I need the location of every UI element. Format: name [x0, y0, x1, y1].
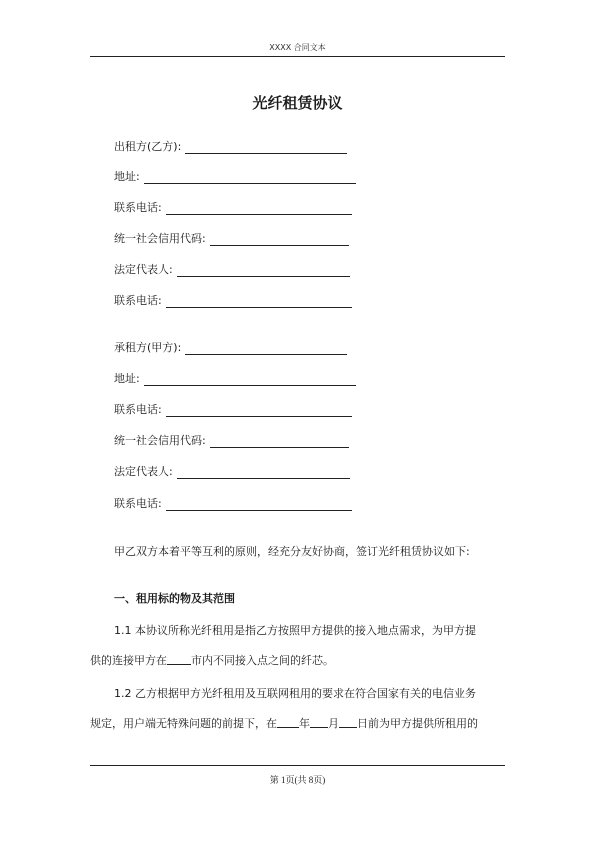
lessee-credit-code-blank — [210, 435, 349, 448]
clause-1-1-line-1: 1.1 本协议所称光纤租用是指乙方按照甲方提供的接入地点需求，为甲方提 — [114, 624, 476, 637]
lessor-credit-code-label: 统一社会信用代码: — [114, 232, 206, 245]
lessee-name-blank — [185, 342, 347, 355]
header-rule — [90, 56, 505, 57]
lessee-phone2-blank — [166, 498, 352, 511]
lessee-name-field — [114, 339, 347, 355]
city-blank — [167, 653, 191, 665]
lessor-phone-label: 联系电话: — [114, 201, 162, 214]
lessee-legal-rep-blank — [177, 466, 350, 479]
lessee-phone-label: 联系电话: — [114, 403, 162, 416]
year-blank — [277, 716, 299, 728]
page-header: XXXX 合同文本 — [269, 43, 326, 52]
lessor-address-field — [114, 168, 356, 184]
lessor-address-label: 地址: — [114, 170, 140, 183]
lessee-address-blank — [144, 373, 356, 386]
lessor-phone-blank — [166, 202, 352, 215]
lessee-credit-code-label: 统一社会信用代码: — [114, 434, 206, 447]
page-footer: 第 1页(共 8页) — [269, 775, 326, 785]
section-1-heading: 一、租用标的物及其范围 — [114, 592, 235, 605]
lessor-legal-rep-label: 法定代表人: — [114, 263, 173, 276]
lessee-phone2-label: 联系电话: — [114, 497, 162, 510]
month-blank — [310, 716, 328, 728]
lessor-legal-rep-field — [114, 261, 350, 277]
lessor-phone2-field — [114, 292, 352, 308]
lessee-phone-field — [114, 401, 352, 417]
lessor-credit-code-blank — [210, 233, 349, 246]
lessor-address-blank — [144, 171, 356, 184]
lessor-legal-rep-blank — [177, 264, 350, 277]
lessee-address-field — [114, 370, 356, 386]
lessor-phone2-label: 联系电话: — [114, 294, 162, 307]
lessor-credit-code-field — [114, 230, 349, 246]
clause-1-1-text-a: 供的连接甲方在 — [90, 654, 167, 667]
clause-1-1-text-b: 市内不同接入点之间的纤芯。 — [191, 654, 334, 667]
clause-1-2-line-1: 1.2 乙方根据甲方光纤租用及互联网租用的要求在符合国家有关的电信业务 — [114, 687, 476, 700]
clause-1-2-text-a: 规定，用户端无特殊问题的前提下，在 — [90, 717, 277, 730]
lessor-phone-field — [114, 199, 352, 215]
clause-1-1-line-2 — [90, 652, 334, 668]
clause-1-2-line-2 — [90, 715, 478, 731]
lessee-phone2-field — [114, 495, 352, 511]
lessor-name-blank — [185, 141, 347, 154]
lessee-address-label: 地址: — [114, 372, 140, 385]
lessee-name-label: 承租方(甲方): — [114, 341, 182, 354]
footer-rule — [90, 765, 505, 766]
clause-1-2-text-d: 日前为甲方提供所租用的 — [357, 717, 478, 730]
day-blank — [339, 716, 357, 728]
intro-paragraph: 甲乙双方本着平等互利的原则，经充分友好协商，签订光纤租赁协议如下: — [114, 545, 470, 558]
lessor-name-label: 出租方(乙方): — [114, 140, 182, 153]
lessor-name-field — [114, 138, 347, 154]
lessee-legal-rep-label: 法定代表人: — [114, 465, 173, 478]
month-label: 月 — [328, 717, 339, 730]
lessor-phone2-blank — [166, 295, 352, 308]
lessee-phone-blank — [166, 404, 352, 417]
lessee-credit-code-field — [114, 432, 349, 448]
document-title: 光纤租赁协议 — [252, 94, 343, 112]
year-label: 年 — [299, 717, 310, 730]
lessee-legal-rep-field — [114, 463, 350, 479]
